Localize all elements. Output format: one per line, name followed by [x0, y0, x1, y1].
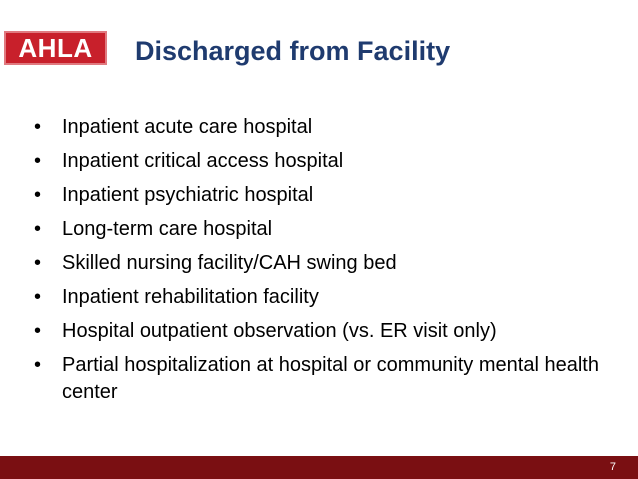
bullet-icon: •	[34, 184, 42, 206]
bullet-text: Inpatient rehabilitation facility	[62, 286, 319, 308]
ahla-logo	[4, 31, 107, 65]
slide-title: Discharged from Facility	[135, 36, 451, 66]
page-number: 7	[609, 461, 616, 473]
bullet-icon: •	[34, 286, 42, 308]
bullet-text: Skilled nursing facility/CAH swing bed	[62, 252, 397, 274]
bullet-item	[34, 182, 624, 209]
bullet-item	[34, 352, 624, 406]
bullet-icon: •	[34, 252, 42, 274]
bullet-item	[34, 250, 624, 277]
bullet-icon: •	[34, 150, 42, 172]
bullet-text: Long-term care hospital	[62, 218, 273, 240]
bullet-item	[34, 114, 624, 141]
bullet-text: Inpatient psychiatric hospital	[62, 184, 314, 206]
bullet-item	[34, 216, 624, 243]
bullet-text: Inpatient critical access hospital	[62, 150, 344, 172]
bullet-text: Partial hospitalization at hospital or community mental health center	[62, 354, 599, 403]
bullet-icon: •	[34, 116, 42, 138]
bullet-item	[34, 318, 624, 345]
bullet-item	[34, 284, 624, 311]
bullet-item	[34, 148, 624, 175]
bullet-icon: •	[34, 354, 42, 376]
logo-text: AHLA	[18, 33, 93, 63]
bullet-text: Inpatient acute care hospital	[62, 116, 313, 138]
bullet-list	[34, 114, 624, 413]
bullet-icon: •	[34, 320, 42, 342]
footer-bar	[0, 456, 638, 479]
bullet-icon: •	[34, 218, 42, 240]
bullet-text: Hospital outpatient observation (vs. ER visit only)	[62, 320, 497, 342]
